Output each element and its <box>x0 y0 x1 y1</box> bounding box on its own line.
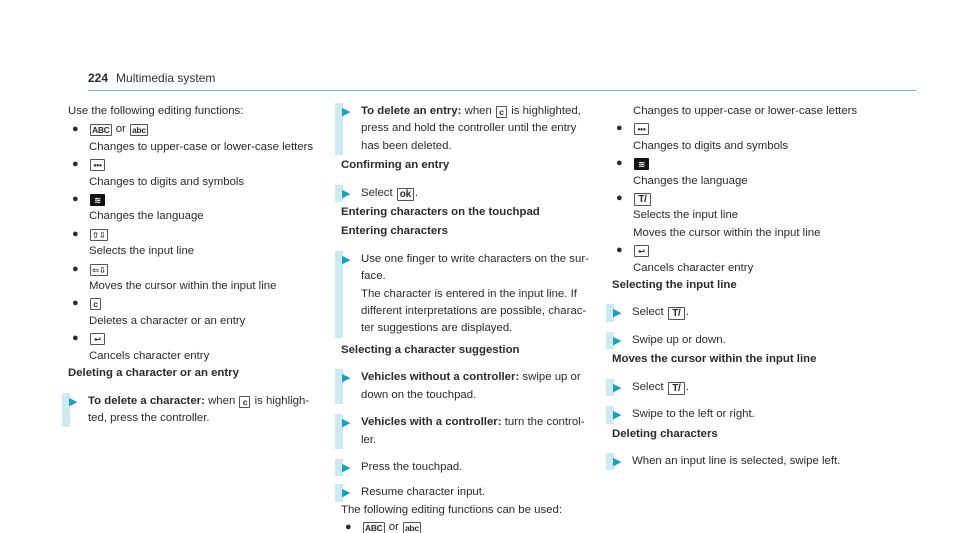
abc-lower-key-icon: abc <box>132 125 146 136</box>
heading-touchpad: Entering characters on the touchpad <box>341 206 540 219</box>
step-arrow-icon: ▶ <box>613 334 622 347</box>
item-desc: Changes the language <box>633 174 748 187</box>
or-text: or <box>115 123 126 136</box>
step-arrow-icon: ▶ <box>613 307 622 320</box>
step-arrow-icon: ▶ <box>342 372 351 385</box>
step-text: Select <box>632 380 664 393</box>
step-text: Swipe up or down. <box>632 333 726 346</box>
step-select-ok: ▶ Select ok . <box>341 185 603 202</box>
list-item <box>68 191 323 226</box>
step-arrow-icon: ▶ <box>342 417 351 430</box>
abc-lower-key-icon: abc <box>405 523 419 533</box>
step-select-input: ▶ Select T/ . <box>612 304 872 321</box>
input-line-key-icon: T/ <box>668 382 685 395</box>
column-1 <box>68 103 323 427</box>
list-item <box>68 226 323 261</box>
item-desc: Changes the language <box>89 210 204 223</box>
step-arrow-icon: ▶ <box>342 253 351 266</box>
item-desc: Changes to digits and symbols <box>633 139 789 152</box>
step-text: is highligh- <box>254 394 310 407</box>
column-2 <box>341 103 603 533</box>
step-press-touchpad <box>341 459 603 476</box>
step-label: To delete an entry: <box>361 105 462 117</box>
bullet-icon: ● <box>345 521 352 533</box>
left-right-key-icon: ⇦⇩ <box>92 264 106 275</box>
item-desc: Changes to upper-case or lower-case letters <box>89 140 314 153</box>
step-text: ler. <box>361 433 377 446</box>
step-select-input-2: ▶ Select T/ . <box>612 379 872 396</box>
back-key-icon: ↩ <box>90 333 105 345</box>
ok-key-icon: ok <box>397 188 414 201</box>
list-item <box>612 120 872 155</box>
step-arrow-icon: ▶ <box>342 461 351 474</box>
list-item <box>68 121 323 156</box>
step-label: To delete a character: <box>88 394 205 407</box>
item-desc: Deletes a character or an entry <box>89 314 246 327</box>
step-arrow-icon: ▶ <box>613 381 622 394</box>
item-desc: Cancels character entry <box>633 261 754 274</box>
step-swipe-updown <box>612 332 872 349</box>
step-text: Swipe to the left or right. <box>632 408 755 421</box>
item-desc: Moves the cursor within the input line <box>89 280 277 293</box>
section-title: Multimedia system <box>116 71 216 85</box>
item-desc: Moves the cursor within the input line <box>633 226 821 239</box>
step-label: Vehicles with a controller: <box>361 416 502 429</box>
step-text: Resume character input. <box>361 486 486 499</box>
step-write <box>341 251 603 338</box>
item-desc: Selects the input line <box>633 209 739 222</box>
clear-key-icon: c <box>90 298 101 310</box>
bullet-icon: ● <box>616 192 623 205</box>
bullet-icon: ● <box>616 122 623 135</box>
heading-deleting: Deleting characters <box>612 427 718 440</box>
bullet-icon: ● <box>72 297 79 310</box>
heading-move: Moves the cursor within the input line <box>612 353 817 366</box>
up-down-key-icon: ⇧⇩ <box>92 229 106 240</box>
page-number: 224 <box>88 71 109 85</box>
heading-delete: Deleting a character or an entry <box>68 367 239 380</box>
column-3 <box>612 103 872 470</box>
page-header <box>88 70 215 87</box>
more-key-icon: ••• <box>90 159 105 171</box>
step-swipe-left <box>612 453 872 470</box>
step-arrow-icon: ▶ <box>342 106 351 118</box>
step-text: is highlighted, <box>511 105 581 117</box>
heading-suggestion: Selecting a character suggestion <box>341 343 520 356</box>
step-delete-entry <box>341 103 603 155</box>
bullet-icon: ● <box>72 158 79 171</box>
step-text: press and hold the controller until the entry <box>361 122 577 135</box>
list-item <box>612 155 872 190</box>
bullet-icon: ● <box>72 123 79 136</box>
step-text: Select <box>632 306 664 319</box>
list-item <box>68 156 323 191</box>
bullet-icon: ● <box>72 262 79 275</box>
step-text: Use one finger to write characters on the sur- <box>361 252 589 265</box>
step-text: swipe up or <box>522 371 581 384</box>
heading-entering: Entering characters <box>341 225 448 238</box>
step-delete-character <box>68 393 323 428</box>
step-text: ted, press the controller. <box>88 411 210 424</box>
step-text: ter suggestions are displayed. <box>361 322 513 335</box>
item-desc: Selects the input line <box>89 245 195 258</box>
list-item <box>612 190 872 242</box>
input-line-key-icon: T/ <box>668 307 685 320</box>
step-resume <box>341 484 603 501</box>
following-text: The following editing functions can be used: <box>341 503 562 516</box>
step-arrow-icon: ▶ <box>613 455 622 468</box>
list-item <box>68 261 323 296</box>
bullet-icon: ● <box>72 227 79 240</box>
item-desc: Changes to digits and symbols <box>89 175 245 188</box>
back-key-icon: ↩ <box>634 245 649 257</box>
heading-select-line: Selecting the input line <box>612 279 737 292</box>
step-without-controller <box>341 369 603 404</box>
bullet-icon: ● <box>72 332 79 345</box>
clear-key-icon: c <box>496 106 507 118</box>
bullet-icon: ● <box>616 157 623 170</box>
list-item <box>68 295 323 330</box>
step-text: Select <box>361 186 393 199</box>
step-text: turn the control- <box>504 416 585 429</box>
bullet-icon: ● <box>616 244 623 257</box>
step-text: when <box>464 105 492 117</box>
step-arrow-icon: ▶ <box>69 395 78 408</box>
step-text: face. <box>361 270 386 283</box>
step-text: different interpretations are possible, charac- <box>361 305 587 318</box>
step-arrow-icon: ▶ <box>342 187 351 200</box>
abc-upper-key-icon: ABC <box>365 523 383 533</box>
item-desc: Changes to upper-case or lower-case letters <box>633 105 858 117</box>
language-key-icon: ≋ <box>634 158 649 170</box>
list-item <box>341 519 603 533</box>
clear-key-icon: c <box>239 396 250 408</box>
item-desc: Cancels character entry <box>89 349 210 362</box>
step-arrow-icon: ▶ <box>342 487 351 500</box>
abc-upper-key-icon: ABC <box>92 125 110 136</box>
step-label: Vehicles without a controller: <box>361 371 520 384</box>
bullet-icon: ● <box>72 193 79 206</box>
intro-text: Use the following editing functions: <box>68 105 244 117</box>
step-text: When an input line is selected, swipe left. <box>632 454 841 467</box>
step-with-controller <box>341 414 603 449</box>
more-key-icon: ••• <box>634 123 649 135</box>
step-text: Press the touchpad. <box>361 460 463 473</box>
step-text: has been deleted. <box>361 139 452 152</box>
or-text: or <box>388 521 399 533</box>
input-line-key-icon: T/ <box>634 193 651 206</box>
list-item <box>68 330 323 365</box>
step-arrow-icon: ▶ <box>613 409 622 422</box>
step-swipe-leftright <box>612 406 872 423</box>
step-text: The character is entered in the input line. If <box>361 287 577 300</box>
heading-confirm: Confirming an entry <box>341 159 450 172</box>
step-text: when <box>208 394 236 407</box>
list-item <box>612 242 872 277</box>
step-text: down on the touchpad. <box>361 388 477 401</box>
language-key-icon: ≋ <box>90 194 105 206</box>
header-divider <box>88 90 916 91</box>
